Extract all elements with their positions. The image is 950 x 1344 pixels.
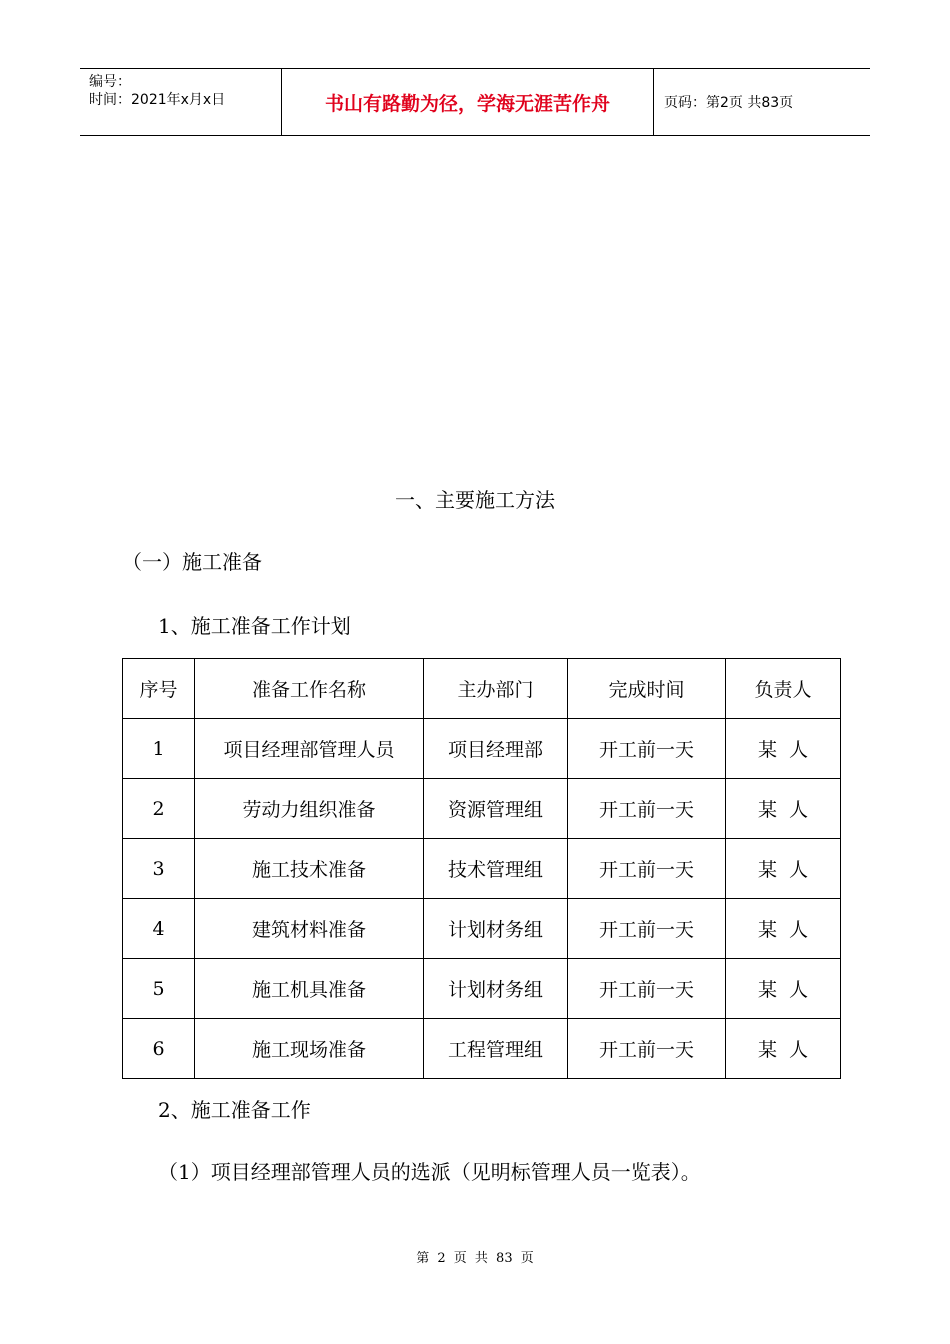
plan-title: 1、施工准备工作计划 [158,614,351,638]
cell-department: 资源管理组 [424,779,568,839]
header-cell-task: 准备工作名称 [195,659,424,719]
cell-department: 计划材务组 [424,899,568,959]
cell-owner: 某 人 [726,899,841,959]
cell-deadline: 开工前一天 [568,959,726,1019]
subsection-title: （一）施工准备 [122,550,262,574]
cell-index: 6 [123,1019,195,1079]
cell-department: 技术管理组 [424,839,568,899]
cell-department: 计划材务组 [424,959,568,1019]
cell-department: 项目经理部 [424,719,568,779]
cell-task: 施工技术准备 [195,839,424,899]
work-title: 2、施工准备工作 [158,1098,311,1122]
cell-owner: 某 人 [726,959,841,1019]
header-page-label: 页码：第2页 共83页 [664,95,794,111]
section-title: 一、主要施工方法 [395,488,555,512]
header-cell-deadline: 完成时间 [568,659,726,719]
cell-owner: 某 人 [726,779,841,839]
cell-owner: 某 人 [726,719,841,779]
cell-deadline: 开工前一天 [568,899,726,959]
preparation-plan-table [122,658,841,1079]
header-meta [80,69,282,135]
document-header [80,68,870,136]
header-cell-index: 序号 [123,659,195,719]
item-1-paragraph: （1）项目经理部管理人员的选派（见明标管理人员一览表）。 [158,1160,701,1184]
cell-index: 5 [123,959,195,1019]
cell-task: 施工现场准备 [195,1019,424,1079]
table-row [123,959,841,1019]
cell-task: 劳动力组织准备 [195,779,424,839]
cell-task: 施工机具准备 [195,959,424,1019]
cell-deadline: 开工前一天 [568,839,726,899]
cell-deadline: 开工前一天 [568,719,726,779]
cell-deadline: 开工前一天 [568,779,726,839]
number-label: 编号： [89,74,131,90]
cell-task: 建筑材料准备 [195,899,424,959]
table-row [123,1019,841,1079]
cell-owner: 某 人 [726,839,841,899]
table-row [123,899,841,959]
table-row [123,719,841,779]
time-label: 时间：2021年x月x日 [89,92,226,108]
cell-task: 项目经理部管理人员 [195,719,424,779]
cell-owner: 某 人 [726,1019,841,1079]
page-footer: 第 2 页 共 83 页 [416,1251,534,1266]
cell-department: 工程管理组 [424,1019,568,1079]
header-motto: 书山有路勤为径，学海无涯苦作舟 [282,69,654,135]
header-cell-owner: 负责人 [726,659,841,719]
cell-index: 1 [123,719,195,779]
header-cell-department: 主办部门 [424,659,568,719]
table-row [123,839,841,899]
table-row [123,779,841,839]
table-header-row [123,659,841,719]
cell-deadline: 开工前一天 [568,1019,726,1079]
cell-index: 2 [123,779,195,839]
cell-index: 3 [123,839,195,899]
cell-index: 4 [123,899,195,959]
